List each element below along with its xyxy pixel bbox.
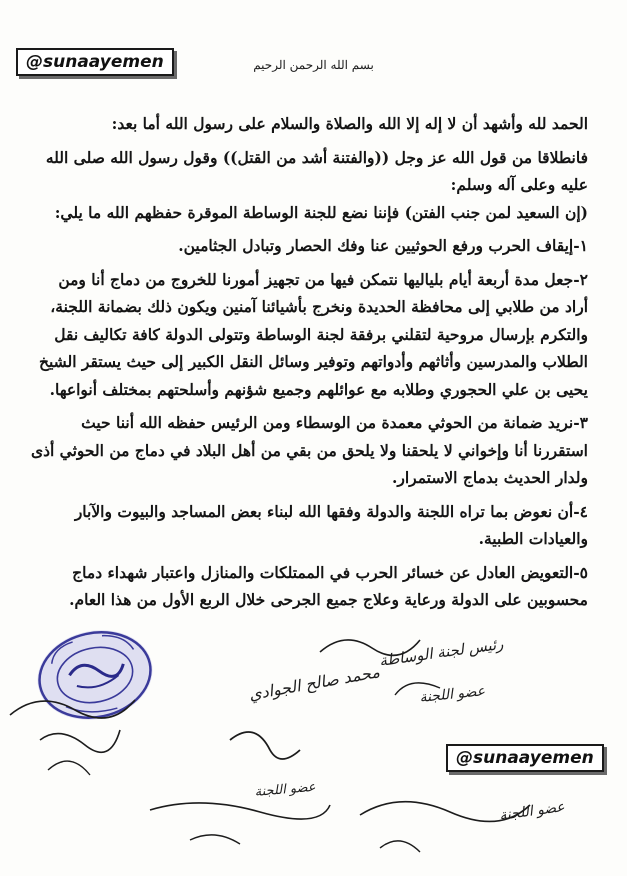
svg-text:رئيس لجنة الوساطة: رئيس لجنة الوساطة	[378, 634, 505, 670]
watermark-bottom: @sunaayemen	[446, 744, 604, 772]
signature-2	[395, 683, 486, 706]
signatures-area	[0, 600, 627, 876]
watermark-top: @sunaayemen	[16, 48, 174, 76]
signature-5	[360, 799, 566, 852]
svg-text:محمد صالح الجوادي: محمد صالح الجوادي	[247, 662, 382, 704]
intro-line-2: (إن السعيد لمن جنب الفتن) فإننا نضع للجنة الوساطة الموقرة حفظهم الله ما يلي:	[54, 202, 588, 222]
signature-1	[320, 635, 505, 670]
signatures-drawing	[0, 600, 627, 876]
intro-line-1: فانطلاقا من قول الله عز وجل ((والفتنة أشد من القتل)) وقول رسول الله صلى الله عليه وعلى آله وسلم:	[45, 147, 588, 194]
opening-line: الحمد لله وأشهد أن لا إله إلا الله والصلاة والسلام على رسول الله أما بعد:	[111, 114, 588, 133]
official-stamp-icon	[29, 620, 161, 730]
item-3: ٣-نريد ضمانة من الحوثي معمدة من الوسطاء ومن الرئيس حفظه الله أننا حيث استقررنا أنا وإخواني لا يلحقنا ولا يلحق من بقي من أهل البلاد في دماج من الحوثي أذى ولدار الحديث بدماج الاستمرار.	[30, 413, 588, 487]
item-5: ٥-التعويض العادل عن خسائر الحرب في الممتلكات والمنازل واعتبار شهداء دماج محسوبين على الدولة ورعاية وعلاج جميع الجرحى خلال الربع الأول من هذا العام.	[69, 562, 588, 609]
signature-3	[230, 662, 381, 759]
basmala-heading: بسم الله الرحمن الرحيم	[253, 58, 374, 72]
svg-text:عضو اللجنة: عضو اللجنة	[254, 779, 317, 800]
svg-text:عضو اللجنة: عضو اللجنة	[498, 798, 566, 824]
signature-4	[150, 780, 330, 844]
item-1: ١-إيقاف الحرب ورفع الحوثيين عنا وفك الحصار وتبادل الجثامين.	[178, 236, 588, 255]
svg-text:عضو اللجنة: عضو اللجنة	[418, 683, 486, 706]
document-body	[30, 110, 588, 620]
item-2: ٢-جعل مدة أربعة أيام بلياليها نتمكن فيها من تجهيز أمورنا للخروج من دماج أنا ومن أراد من طلابي إلى محافظة الحديدة ونخرج بأشيائنا آمنين ويكون ذلك بضمانة اللجنة، والتكرم بإرسال مروحية لتقلني برفقة لجنة الوساطة وتتولى الدولة كافة تكاليف نقل الطلاب والمدرسين وأثاثهم وأدواتهم وتوفير وسائل النقل الكبير إلى حيث يستقر الشيخ يحيى بن علي الحجوري وطلابه مع عوائلهم وجميع شؤنهم وأسلحتهم بمختلف أنواعها.	[38, 269, 588, 399]
item-4: ٤-أن نعوض بما تراه اللجنة والدولة وفقها الله لبناء بعض المساجد والبيوت والآبار والعيادات الطبية.	[74, 501, 588, 548]
